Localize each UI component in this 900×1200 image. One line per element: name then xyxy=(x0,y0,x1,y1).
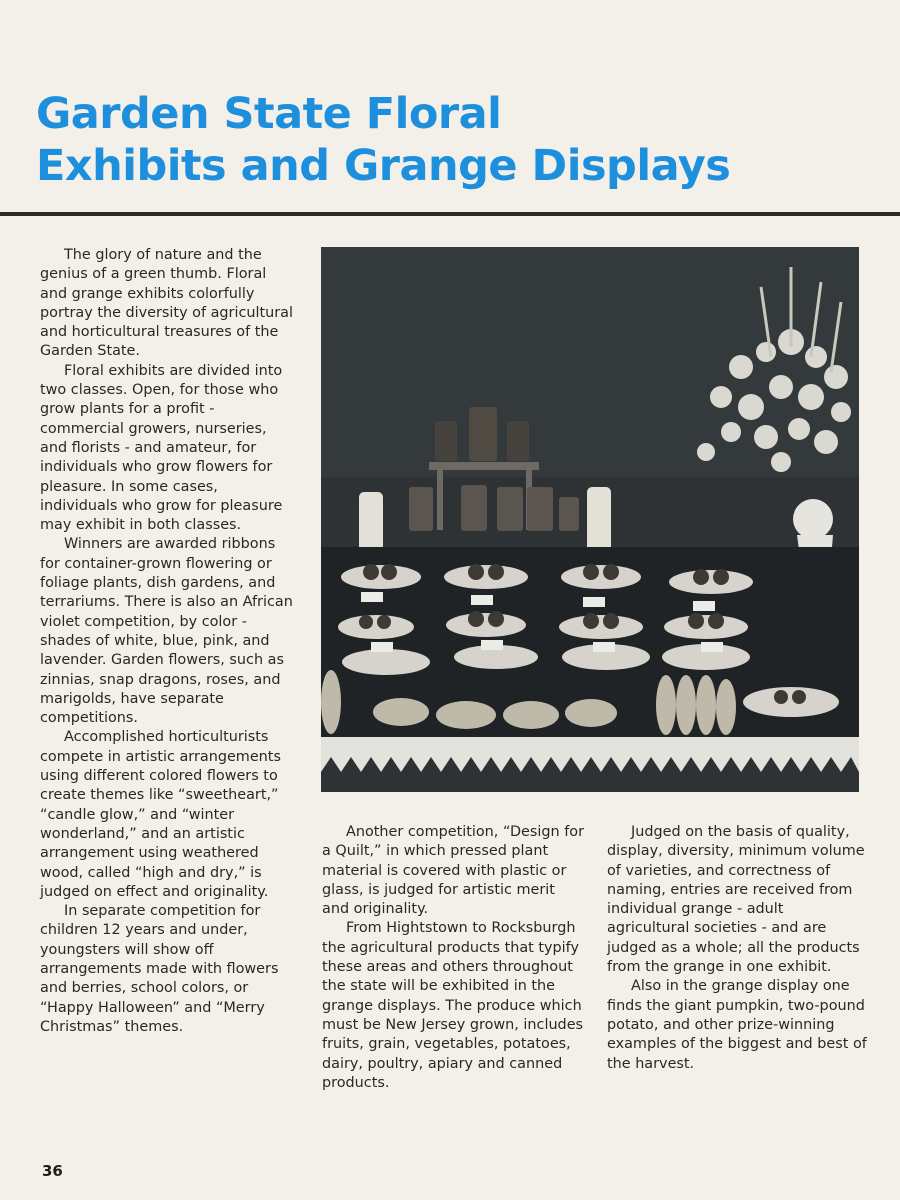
title-line-2: Exhibits and Grange Displays xyxy=(36,141,731,191)
text-column-3 xyxy=(607,823,867,1074)
title-line-1: Garden State Floral xyxy=(36,89,502,139)
title-rule xyxy=(0,212,900,216)
paragraph: Accomplished horticulturists compete in artistic arrangements using different colored flowers to create themes like “sweetheart,” “candle glow,” and “winter wonderland,” and an artistic arrangement using weathered wood, called “high and dry,” is judged on effect and originality. xyxy=(40,729,281,900)
grange-display-photo xyxy=(321,247,859,792)
paragraph: From Hightstown to Rocksburgh the agricultural products that typify these areas and others throughout the state will be exhibited in the grange displays. The produce which must be New Jersey grown, includes fruits, grain, vegetables, potatoes, dairy, poultry, apiary and canned products. xyxy=(322,920,584,1091)
paragraph: Floral exhibits are divided into two classes. Open, for those who grow plants for a profit - commercial growers, nurseries, and florists - and amateur, for individuals who grow flowers for pleasure. In some cases, individuals who grow for pleasure may exhibit in both classes. xyxy=(40,362,283,534)
text-column-1 xyxy=(40,246,294,1037)
page-number: 36 xyxy=(42,1162,63,1180)
paragraph: In separate competition for children 12 years and under, youngsters will show off arrangements made with flowers and berries, school colors, or “Happy Halloween” and “Merry Christmas” themes. xyxy=(40,903,279,1035)
paragraph: Another competition, “Design for a Quilt,” in which pressed plant material is covered with plastic or glass, is judged for artistic merit and originality. xyxy=(322,824,585,918)
paragraph: Winners are awarded ribbons for container-grown flowering or foliage plants, dish gardens, and terrariums. There is also an African violet competition, by color - shades of white, blue, pink, and lavender. Garden flowers, such as zinnias, snap dragons, roses, and marigolds, have separate competitions. xyxy=(40,536,293,727)
page-title xyxy=(36,88,856,192)
paragraph: Judged on the basis of quality, display, diversity, minimum volume of varieties, and correctness of naming, entries are received from individual grange - adult agricultural societies - and are judged as a whole; all the products from the grange in one exhibit. xyxy=(607,824,865,976)
paragraph: Also in the grange display one finds the giant pumpkin, two-pound potato, and other prize-winning examples of the biggest and best of the harvest. xyxy=(607,978,867,1072)
paragraph: The glory of nature and the genius of a green thumb. Floral and grange exhibits colorfully portray the diversity of agricultural and horticultural treasures of the Garden State. xyxy=(40,247,294,360)
text-column-2 xyxy=(322,823,584,1093)
